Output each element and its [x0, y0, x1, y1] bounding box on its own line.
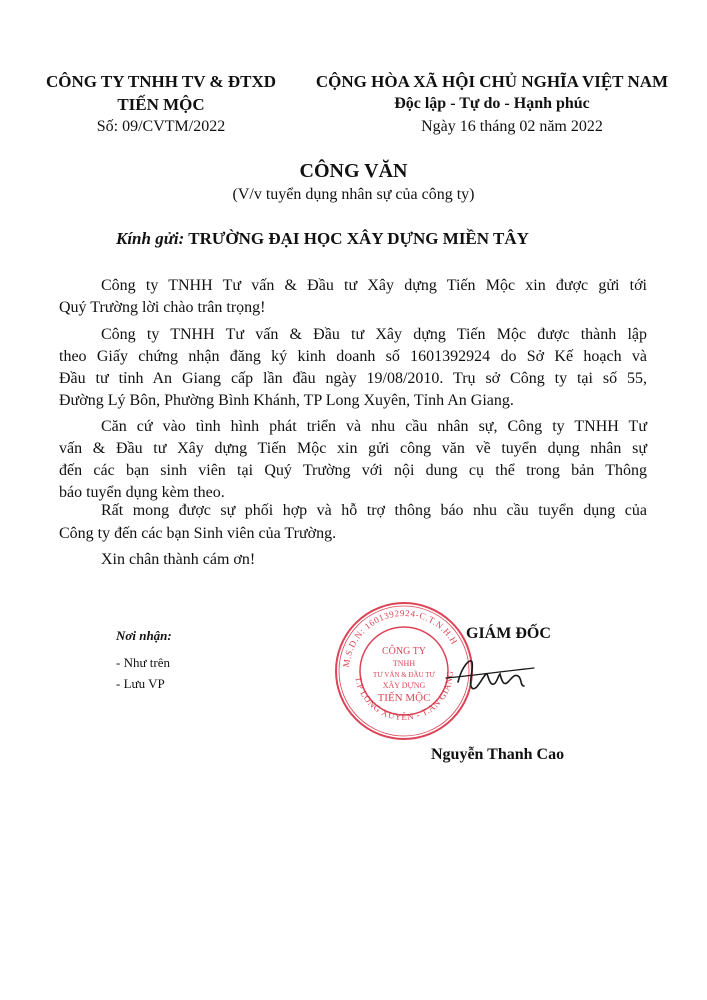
closing-thanks: Xin chân thành cám ơn!: [101, 551, 256, 568]
company-name-line2: TIẾN MỘC: [117, 95, 205, 114]
signatory-role: GIÁM ĐỐC: [466, 625, 551, 642]
recipients-item-2: - Lưu VP: [116, 676, 165, 691]
document-date: Ngày 16 tháng 02 năm 2022: [421, 118, 603, 135]
paragraph-2-line-4: Đường Lý Bôn, Phường Bình Khánh, TP Long Xuyên, Tỉnh An Giang.: [59, 392, 514, 409]
paragraph-2-line-2: theo Giấy chứng nhận đăng ký kinh doanh số 1601392924 do Sở Kế hoạch và: [59, 348, 647, 365]
paragraph-3-line-3: đến các bạn sinh viên tại Quý Trường với nội dung cụ thể trong bản Thông: [59, 462, 647, 479]
document-number: Số: 09/CVTM/2022: [96, 118, 226, 135]
handwritten-signature: [438, 652, 558, 700]
paragraph-4-line-1: Rất mong được sự phối hợp và hỗ trợ thông báo nhu cầu tuyển dụng của: [101, 502, 647, 519]
national-title: CỘNG HÒA XÃ HỘI CHỦ NGHĨA VIỆT NAM: [315, 72, 669, 91]
recipients-label: Nơi nhận:: [116, 628, 172, 643]
signatory-name: Nguyễn Thanh Cao: [431, 746, 565, 763]
paragraph-3-line-1: Căn cứ vào tình hình phát triển và nhu cầu nhân sự, Công ty TNHH Tư: [101, 418, 647, 435]
seal-inner-line-5: TIẾN MỘC: [377, 692, 431, 704]
recipient-line: [116, 229, 529, 249]
paragraph-3-line-2: vấn & Đầu tư Xây dựng Tiến Mộc xin gửi công văn về tuyển dụng nhân sự: [59, 440, 647, 457]
seal-ring-text-bottom: T.P LONG XUYÊN - T.AN GIANG: [353, 670, 456, 723]
paragraph-2-line-1: Công ty TNHH Tư vấn & Đầu tư Xây dựng Tiến Mộc được thành lập: [101, 326, 647, 343]
seal-inner-line-3: TƯ VẤN & ĐẦU TƯ: [373, 671, 435, 679]
paragraph-4-line-2: Công ty đến các bạn Sinh viên của Trường.: [59, 525, 337, 542]
paragraph-1-line-1: Công ty TNHH Tư vấn & Đầu tư Xây dựng Tiến Mộc xin được gửi tới: [101, 277, 647, 294]
paragraph-2-line-3: Đầu tư tỉnh An Giang cấp lần đầu ngày 19/08/2010. Trụ sở Công ty tại số 55,: [59, 370, 647, 387]
company-name-line1: CÔNG TY TNHH TV & ĐTXD: [45, 72, 276, 91]
paragraph-1-line-2: Quý Trường lời chào trân trọng!: [59, 299, 266, 316]
recipients-item-1: - Như trên: [116, 655, 170, 670]
recipient-label: Kính gửi:: [116, 229, 185, 248]
document-subtitle: (V/v tuyển dụng nhân sự của công ty): [232, 186, 475, 203]
document-title: CÔNG VĂN: [299, 160, 408, 182]
seal-inner-line-2: TNHH: [392, 659, 416, 668]
seal-inner-line-1: CÔNG TY: [382, 646, 426, 657]
recipient-name: TRƯỜNG ĐẠI HỌC XÂY DỰNG MIỀN TÂY: [188, 229, 529, 248]
national-motto: Độc lập - Tự do - Hạnh phúc: [394, 95, 590, 112]
seal-ring-text-top: M.S.D.N: 1601392924-C.T.N.H.H: [341, 607, 460, 668]
seal-inner-line-4: XÂY DỰNG: [382, 681, 426, 690]
paragraph-3-line-4: báo tuyển dụng kèm theo.: [59, 484, 225, 501]
